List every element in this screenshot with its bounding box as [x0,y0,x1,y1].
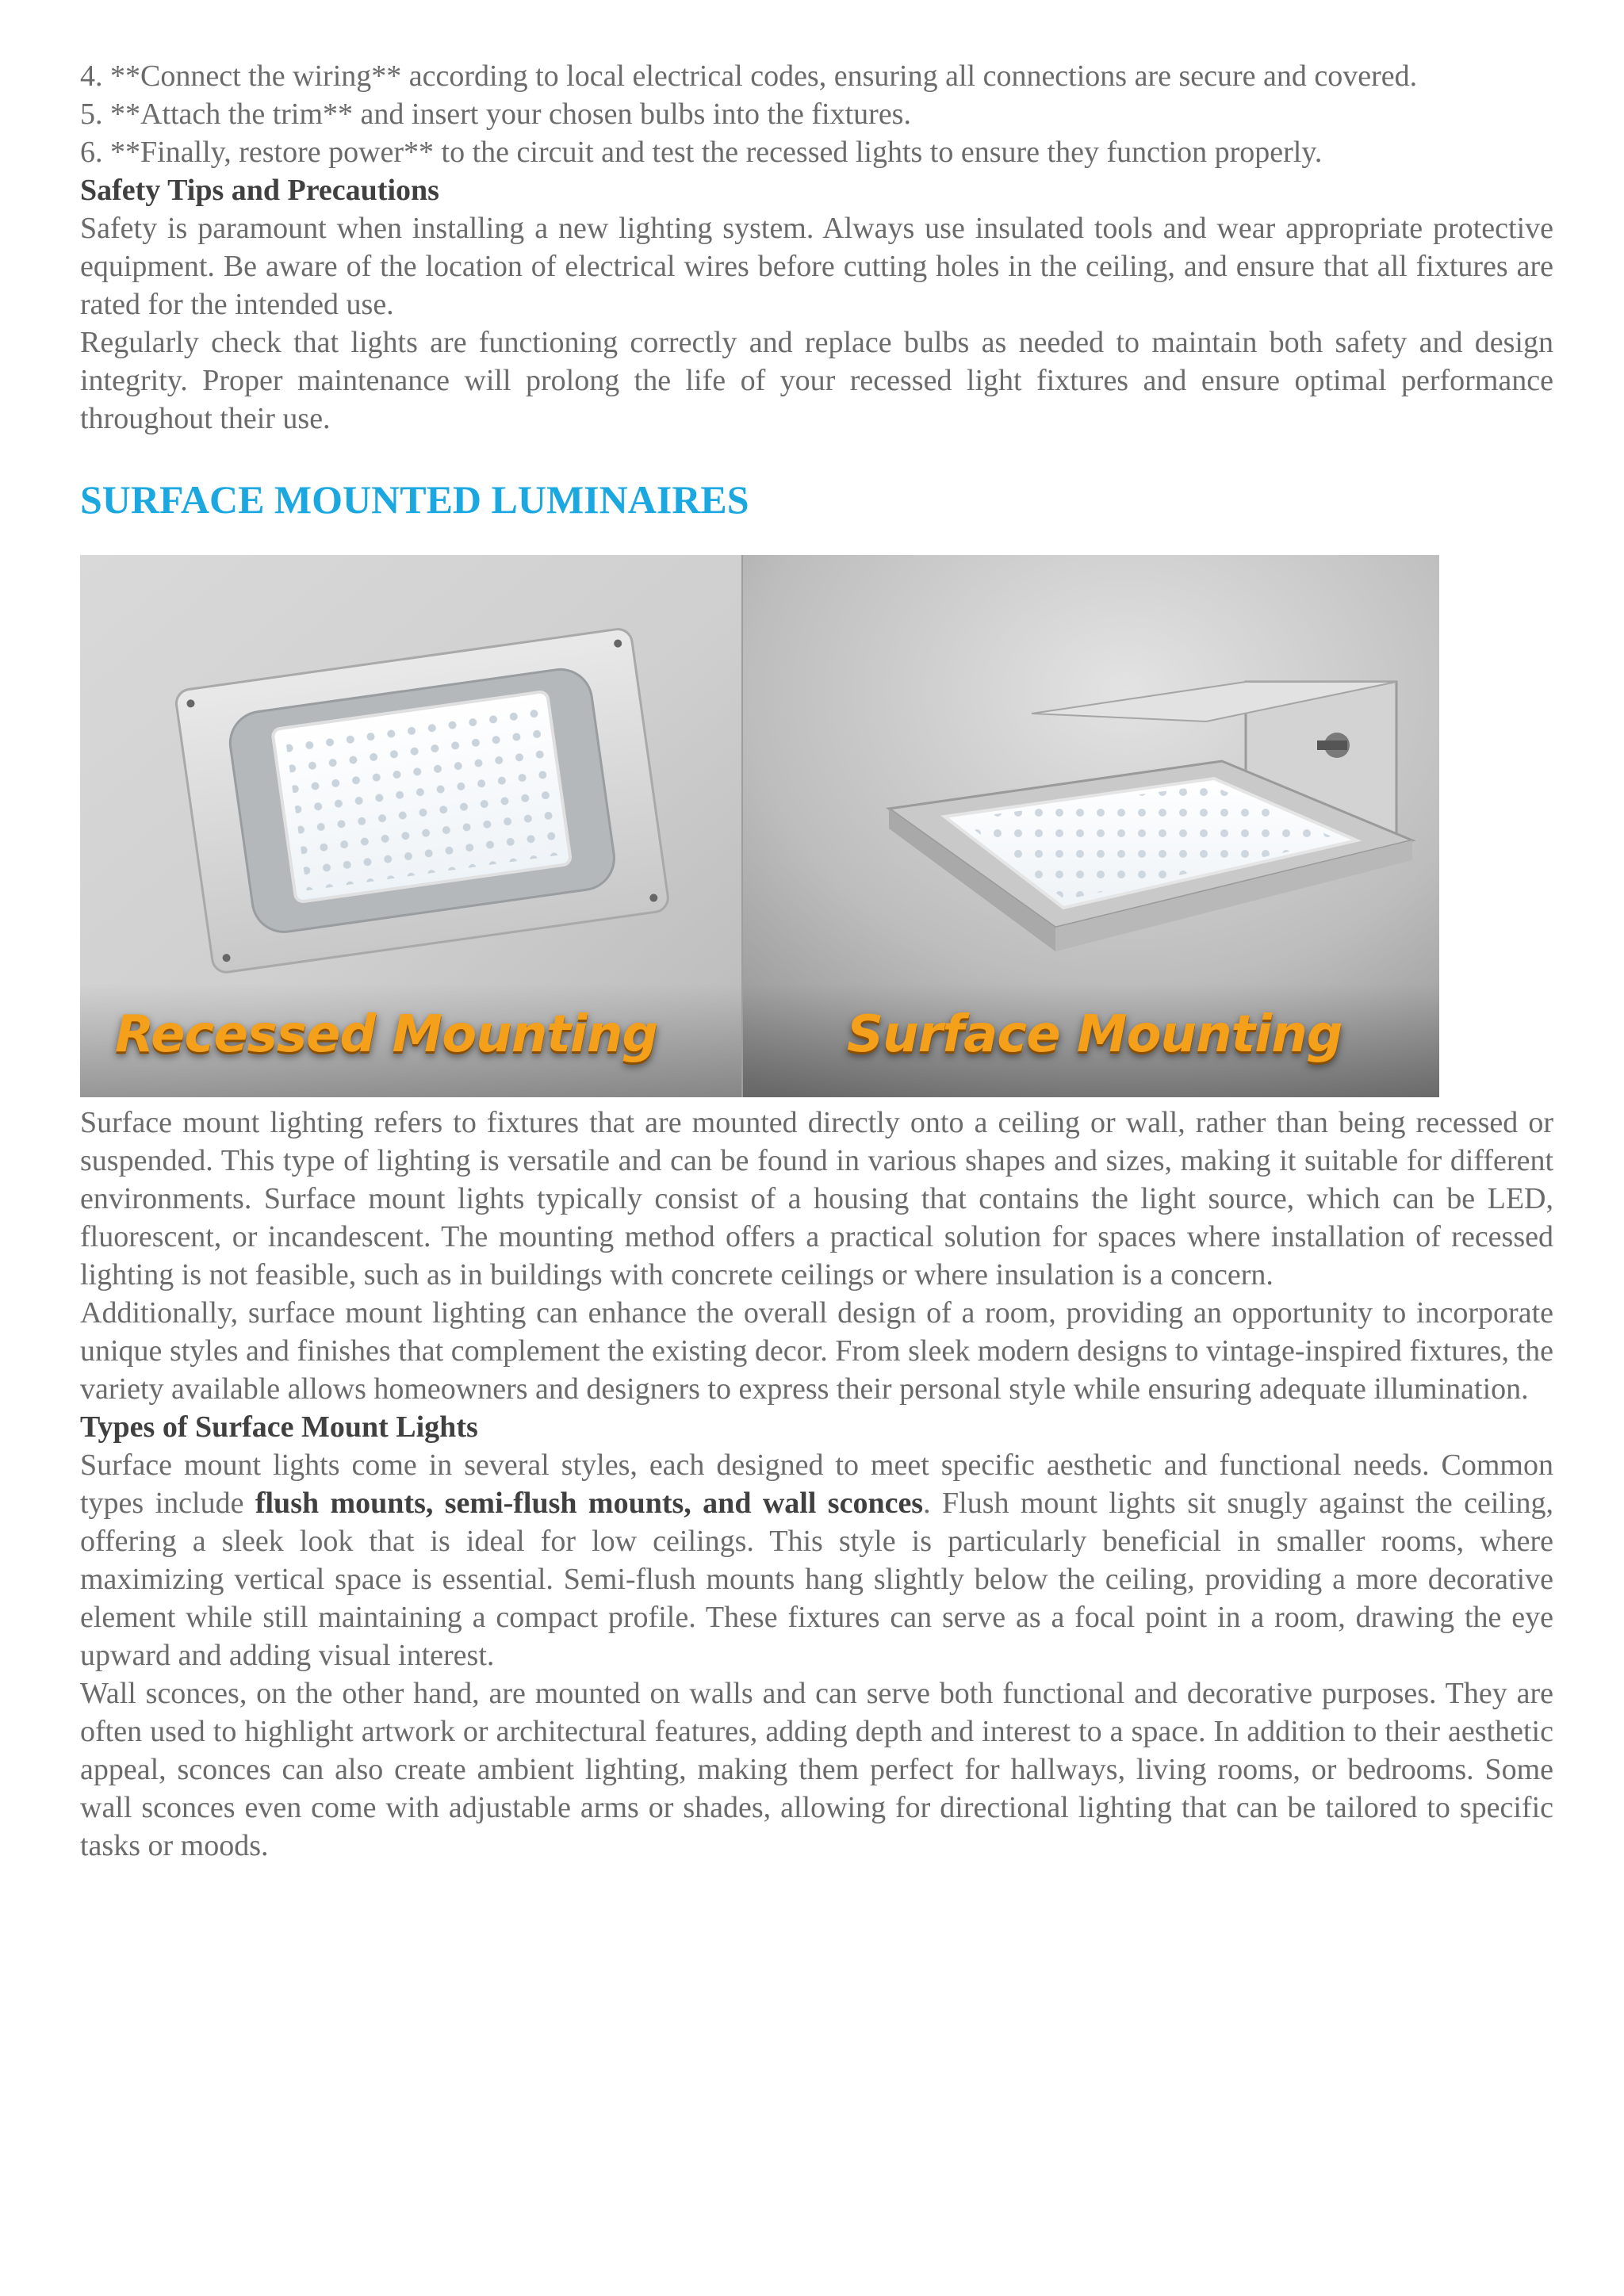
mounting-comparison-image [80,555,1439,1097]
surface-paragraph-1: Surface mount lighting refers to fixtures that are mounted directly onto a ceiling or wall, rather than being recessed or suspended. This type of lighting is versatile and can be found in various shapes and sizes, making it suitable for different environments. Surface mount lights typically consist of a housing that contains the light source, which can be LED, fluorescent, or incandescent. The mounting method offers a practical solution for spaces where installation of recessed lighting is not feasible, such as in buildings with concrete ceilings or where insulation is a concern. [80,1106,1553,1292]
safety-paragraph-2: Regularly check that lights are functioning correctly and replace bulbs as needed to maintain both safety and design integrity. Proper maintenance will prolong the life of your recessed light fixtures and ensure optimal performance throughout their use. [80,326,1553,435]
step-6: 6. **Finally, restore power** to the circuit and test the recessed lights to ensure they function properly. [80,136,1323,169]
types-paragraph-1 [80,1446,1553,1674]
step-4: 4. **Connect the wiring** according to local electrical codes, ensuring all connections are secure and covered. [80,59,1418,93]
safety-paragraph-1: Safety is paramount when installing a new lighting system. Always use insulated tools and wear appropriate protective equipment. Be aware of the location of electrical wires before cutting holes in the ceiling, and ensure that all fixtures are rated for the intended use. [80,212,1553,321]
step-5: 5. **Attach the trim** and insert your chosen bulbs into the fixtures. [80,98,911,131]
types-p1-start: Surface mount lights come in several styles, each designed to meet specific aesthetic and functional needs. Common types include [80,1448,1553,1520]
section-title: SURFACE MOUNTED LUMINAIRES [80,477,749,522]
document-page [80,57,1553,1865]
surface-mounting-label: Surface Mounting [847,1005,1342,1064]
types-p1-bold: flush mounts, semi-flush mounts, and wall sconces [255,1487,924,1520]
types-p1-end: . Flush mount lights sit snugly against the ceiling, offering a sleek look that is ideal for low ceilings. This style is particularly beneficial in smaller rooms, where maximizing vertical space is essential. Semi-flush mounts hang slightly below the ceiling, providing a more decorative element while still maintaining a compact profile. These fixtures can serve as a focal point in a room, drawing the eye upward and adding visual interest. [80,1487,1553,1672]
surface-paragraph-2: Additionally, surface mount lighting can enhance the overall design of a room, providing an opportunity to incorporate unique styles and finishes that complement the existing decor. From sleek modern designs to vintage-inspired fixtures, the variety available allows homeowners and designers to express their personal style while ensuring adequate illumination. [80,1296,1553,1406]
types-heading: Types of Surface Mount Lights [80,1410,478,1444]
types-paragraph-2: Wall sconces, on the other hand, are mounted on walls and can serve both functional and decorative purposes. They are often used to highlight artwork or architectural features, adding depth and interest to a space. In addition to their aesthetic appeal, sconces can also create ambient lighting, making them perfect for hallways, living rooms, or bedrooms. Some wall sconces even come with adjustable arms or shades, allowing for directional lighting that can be tailored to specific tasks or moods. [80,1677,1553,1862]
safety-heading: Safety Tips and Precautions [80,174,439,207]
recessed-mounting-label: Recessed Mounting [115,1005,658,1064]
